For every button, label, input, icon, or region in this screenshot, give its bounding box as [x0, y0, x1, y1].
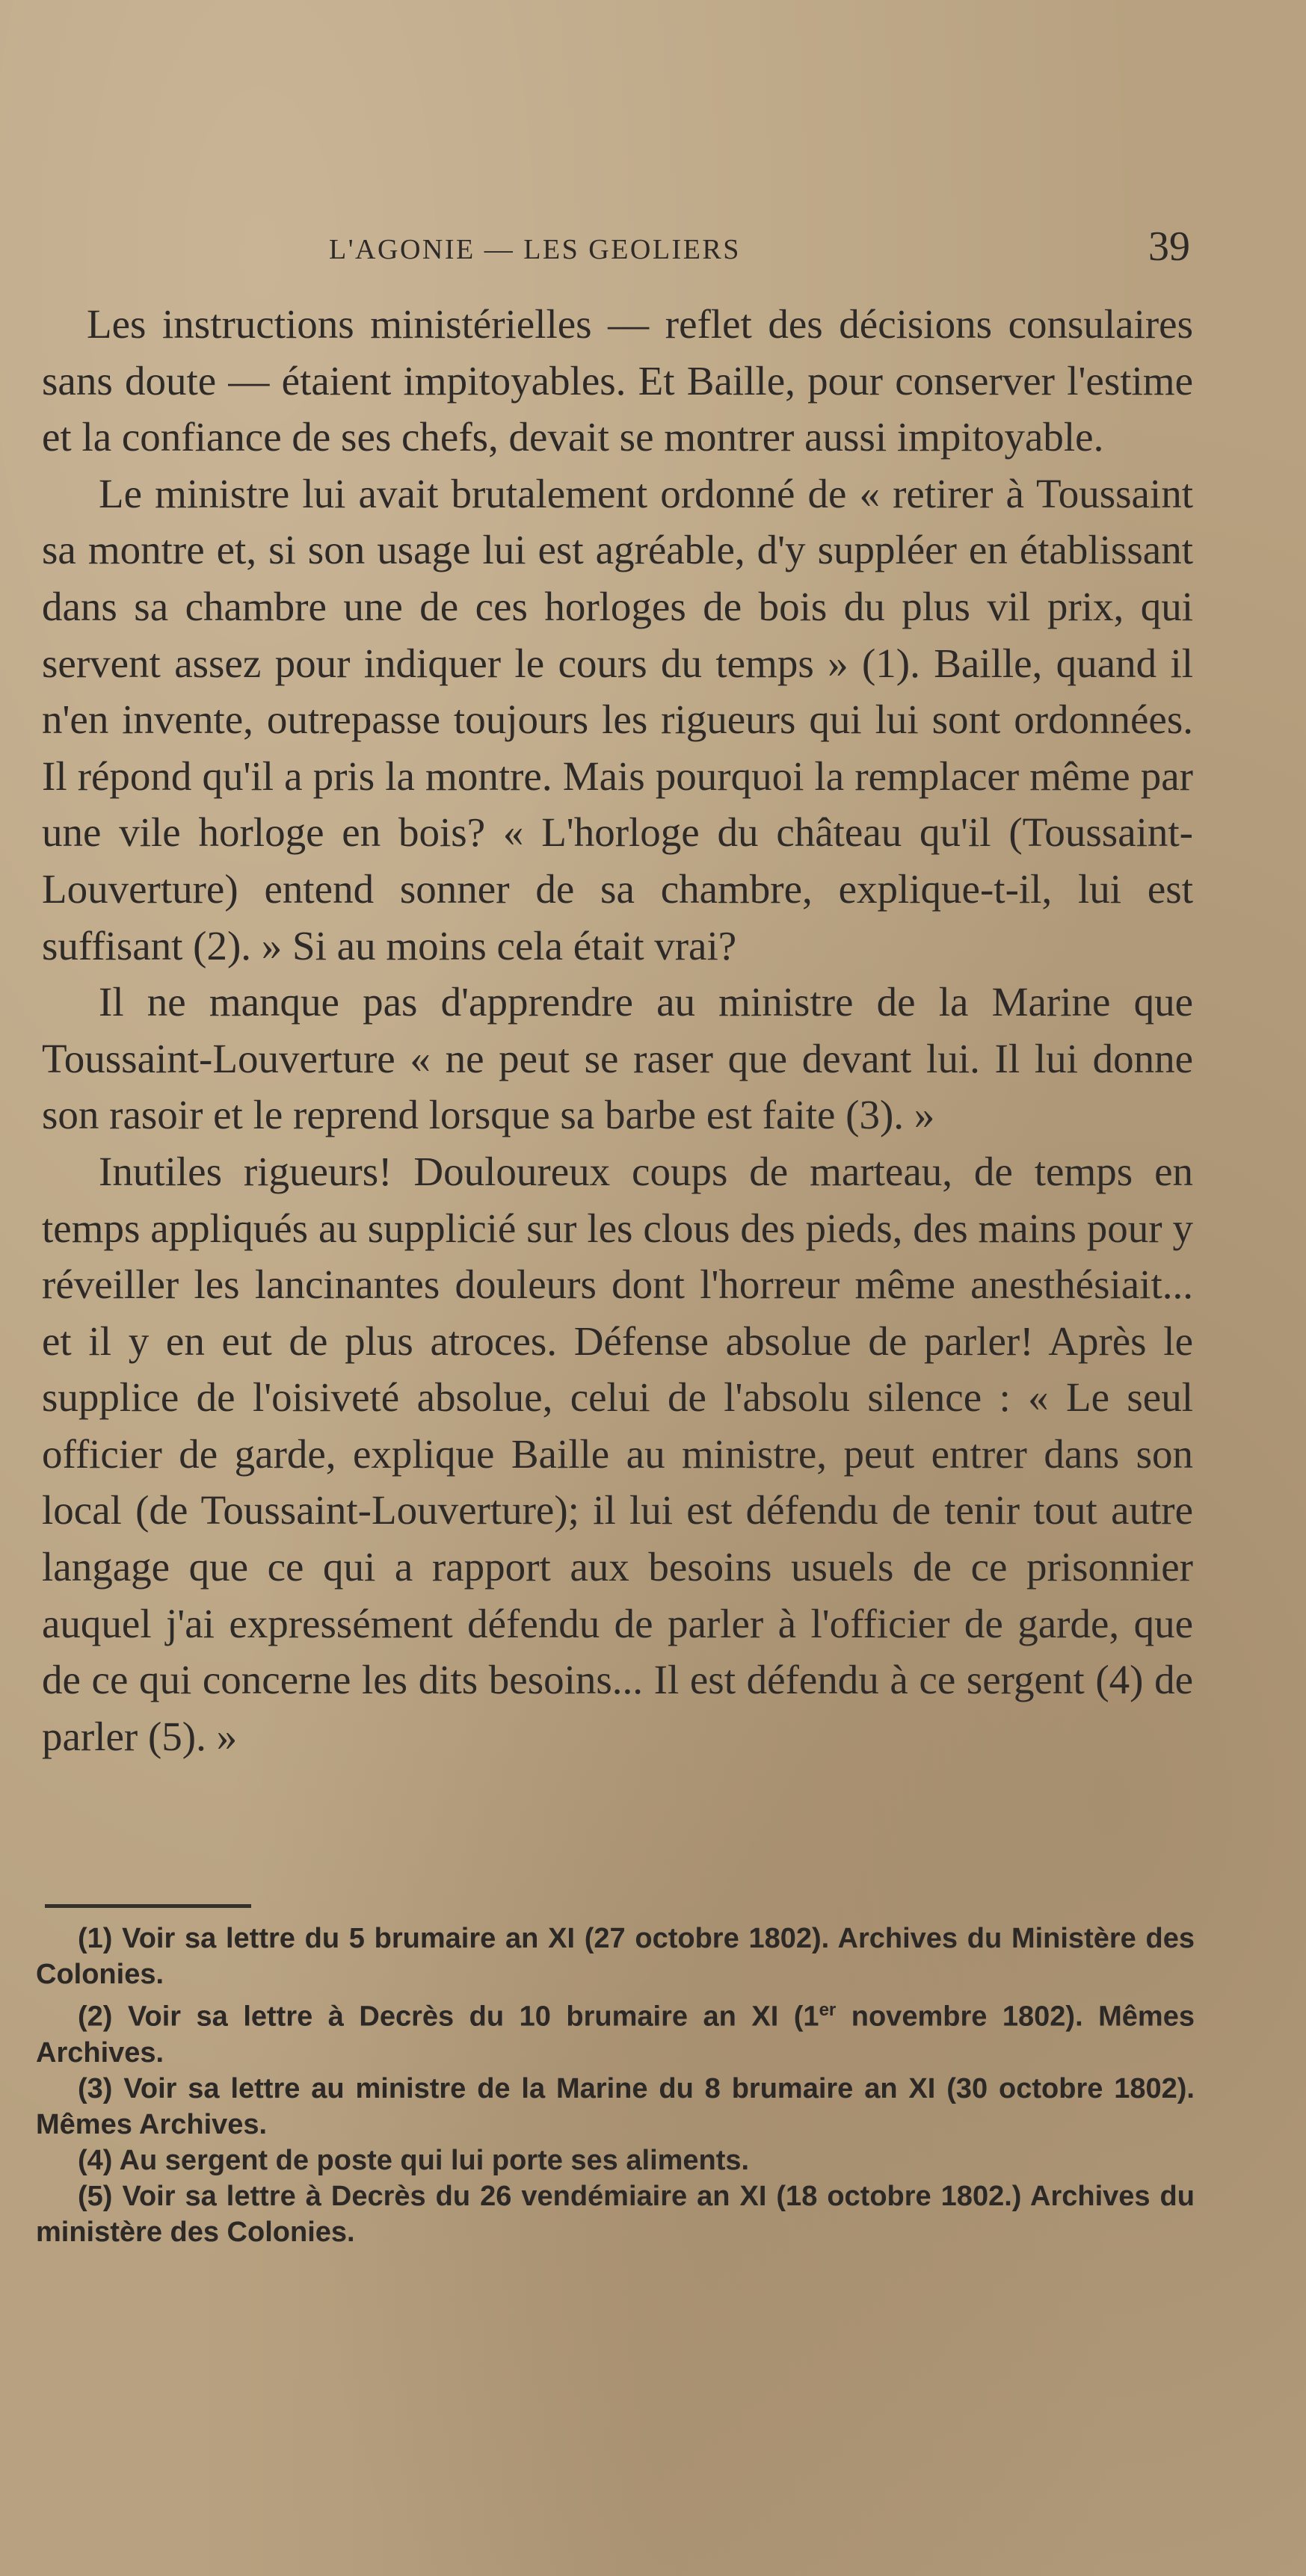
page-number: 39 — [1148, 223, 1190, 270]
footnote-2 — [36, 1992, 1195, 2071]
paragraph: Le ministre lui avait brutalement ordonné de « retirer à Toussaint sa montre et, si son usage lui est agréable, d'y suppléer en établissant dans sa chambre une de ces horloges de bois du plus vil prix, qui servent assez pour indiquer le cours du temps » (1). Baille, quand il n'en invente, outrepasse toujours les rigueurs qui lui sont ordonnées. Il répond qu'il a pris la montre. Mais pourquoi la remplacer même par une vile horloge en bois? « L'horloge du château qu'il (Toussaint-Louverture) entend sonner de sa chambre, explique-t-il, lui est suffisant (2). » Si au moins cela était vrai? — [42, 470, 1193, 969]
footnote-2-text: (2) Voir sa lettre à Decrès du 10 brumaire an XI (1 — [78, 2001, 819, 2033]
footnote-2-text-end: novembre 1802). Mêmes Archives. — [36, 2001, 1195, 2069]
footnote-3: (3) Voir sa lettre au ministre de la Marine du 8 brumaire an XI (30 octobre 1802). Mêmes Archives. — [36, 2072, 1195, 2140]
paragraph: Il ne manque pas d'apprendre au ministre de la Marine que Toussaint-Louverture « ne peut se raser que devant lui. Il lui donne son rasoir et le reprend lorsque sa barbe est faite (3). » — [42, 979, 1193, 1138]
paragraph: Les instructions ministérielles — reflet des décisions consulaires sans doute — étaient impitoyables. Et Baille, pour conserver l'estime et la confiance de ses chefs, devait se montrer aussi impitoyable. — [42, 301, 1193, 460]
footnotes — [36, 1921, 1195, 2250]
footnote-5: (5) Voir sa lettre à Decrès du 26 vendémiaire an XI (18 octobre 1802.) Archives du ministère des Colonies. — [36, 2180, 1195, 2248]
running-title: L'AGONIE — LES GEOLIERS — [329, 234, 741, 265]
footnote-2-superscript: er — [819, 2000, 837, 2020]
body-text — [42, 296, 1193, 1764]
footnote-1: (1) Voir sa lettre du 5 brumaire an XI (27 octobre 1802). Archives du Ministère des Colonies. — [36, 1923, 1195, 1990]
footnote-4: (4) Au sergent de poste qui lui porte ses aliments. — [78, 2144, 750, 2176]
footnote-separator — [45, 1904, 251, 1908]
page-header — [329, 223, 1196, 278]
paragraph: Inutiles rigueurs! Douloureux coups de marteau, de temps en temps appliqués au supplicié sur les clous des pieds, des mains pour y réveiller les lancinantes douleurs dont l'horreur même anesthésiait... et il y en eut de plus atroces. Défense absolue de parler! Après le supplice de l'oisiveté absolue, celui de l'absolu silence : « Le seul officier de garde, explique Baille au ministre, peut entrer dans son local (de Toussaint-Louverture); il lui est défendu de tenir tout autre langage que ce qui a rapport aux besoins usuels de ce prisonnier auquel j'ai expressément défendu de parler à l'officier de garde, que de ce qui concerne les dits besoins... Il est défendu à ce sergent (4) de parler (5). » — [42, 1148, 1193, 1759]
